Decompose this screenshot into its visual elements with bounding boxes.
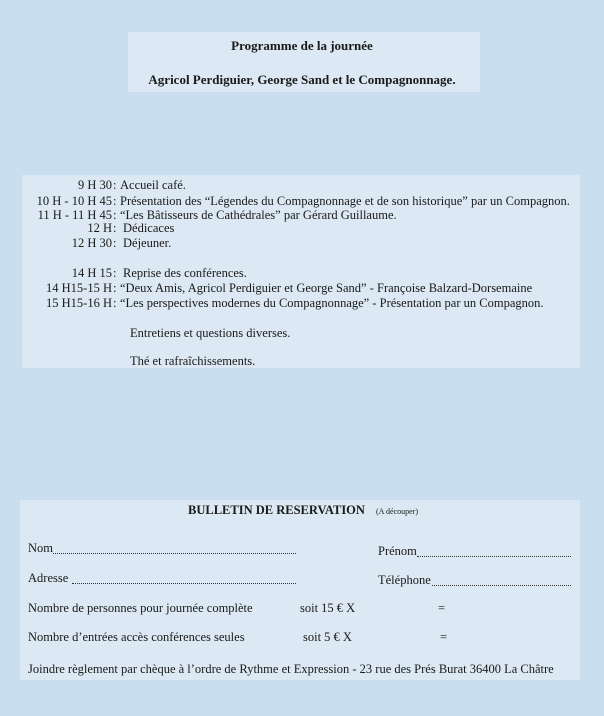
programme-sep: :: [113, 266, 117, 280]
conference-total[interactable]: =: [440, 630, 448, 644]
programme-sep: :: [113, 221, 117, 235]
adresse-field[interactable]: [72, 583, 296, 584]
programme-sep: :: [113, 236, 117, 250]
conference-count-label: Nombre d’entrées accès conférences seules: [28, 630, 245, 644]
programme-time: 14 H 15: [71, 266, 112, 280]
bulletin-title: BULLETIN DE RESERVATION: [188, 503, 365, 517]
programme-time: 12 H 30: [71, 236, 112, 250]
payment-instructions: Joindre règlement par chèque à l’ordre de Rythme et Expression - 23 rue des Prés Burat 36400 La Châtre: [28, 662, 554, 676]
programme-text: Présentation des “Légendes du Compagnonnage et de son historique” par un Compagnon.: [120, 194, 570, 208]
programme-sep: :: [113, 194, 117, 208]
programme-sep: :: [113, 281, 117, 295]
programme-time: 14 H15-15 H: [46, 281, 112, 295]
programme-heading: Programme de la journée: [231, 38, 373, 53]
prenom-label: Prénom: [378, 544, 417, 558]
programme-text: Dédicaces: [123, 221, 175, 235]
nom-label: Nom: [28, 541, 53, 555]
programme-time: 10 H - 10 H 45: [36, 194, 112, 208]
programme-time: 12 H: [87, 221, 112, 235]
programme-sep: :: [113, 178, 117, 192]
full-day-total[interactable]: =: [438, 601, 446, 615]
bulletin-subtitle: (A découper): [376, 507, 418, 516]
programme-sep: :: [113, 208, 117, 222]
programme-text: Déjeuner.: [123, 236, 172, 250]
full-day-count-label: Nombre de personnes pour journée complète: [28, 601, 253, 615]
programme-time: 9 H 30: [77, 178, 112, 192]
programme-text: “Les Bâtisseurs de Cathédrales” par Gérard Guillaume.: [120, 208, 397, 222]
telephone-label: Téléphone: [378, 573, 431, 587]
programme-time: 11 H - 11 H 45: [37, 208, 112, 222]
prenom-field[interactable]: [417, 556, 571, 557]
nom-field[interactable]: [53, 553, 296, 554]
adresse-label: Adresse: [28, 571, 69, 585]
full-day-price: soit 15 € X: [300, 601, 356, 615]
programme-text: Accueil café.: [120, 178, 186, 192]
bulletin-panel: [20, 500, 580, 680]
programme-sep: :: [113, 296, 117, 310]
programme-time: 15 H15-16 H: [46, 296, 112, 310]
programme-text: “Deux Amis, Agricol Perdiguier et George Sand” - Françoise Balzard-Dorsemaine: [120, 281, 533, 295]
programme-text: “Les perspectives modernes du Compagnonnage” - Présentation par un Compagnon.: [120, 296, 544, 310]
programme-subheading: Agricol Perdiguier, George Sand et le Compagnonnage.: [148, 72, 456, 87]
programme-text: Reprise des conférences.: [123, 266, 247, 280]
programme-extra: Thé et rafraîchissements.: [130, 354, 256, 368]
telephone-field[interactable]: [432, 585, 571, 586]
conference-price: soit 5 € X: [303, 630, 352, 644]
programme-extra: Entretiens et questions diverses.: [130, 326, 291, 340]
